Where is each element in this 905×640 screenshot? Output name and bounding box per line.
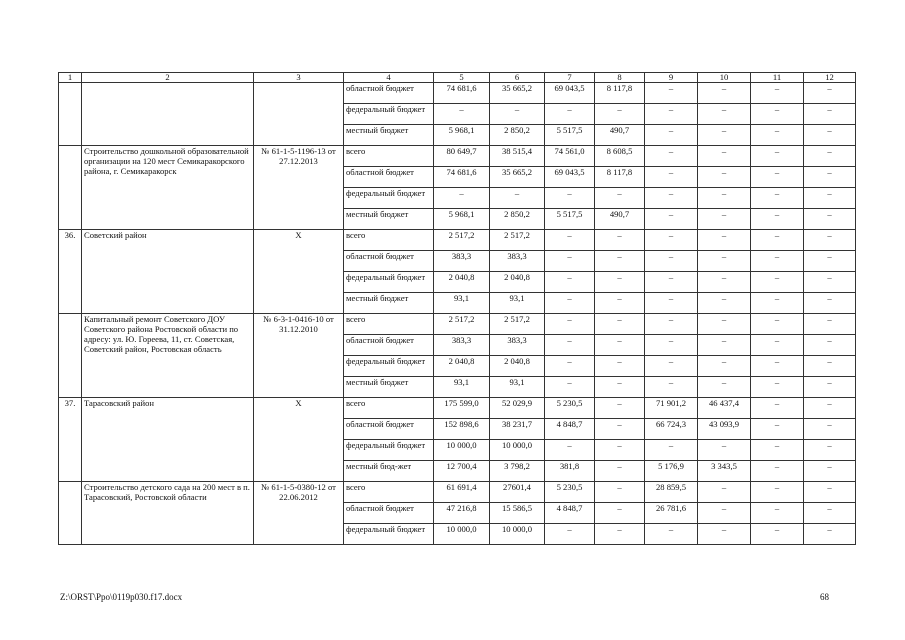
value-cell: 2 040,8	[434, 272, 490, 293]
value-cell: –	[698, 104, 751, 125]
document-ref	[254, 83, 344, 146]
value-cell: –	[595, 524, 645, 545]
value-cell: –	[698, 293, 751, 314]
value-cell: 52 029,9	[490, 398, 545, 419]
value-cell: –	[804, 356, 856, 377]
document-ref: № 61-1-5-1196-13 от 27.12.2013	[254, 146, 344, 230]
funding-source: местный бюджет	[344, 125, 434, 146]
value-cell: 35 665,2	[490, 83, 545, 104]
value-cell: –	[751, 503, 804, 524]
value-cell: 2 040,8	[490, 356, 545, 377]
value-cell: 383,3	[434, 251, 490, 272]
value-cell: –	[751, 461, 804, 482]
object-name: Строительство детского сада на 200 мест в п. Тарасовский, Ростовской области	[82, 482, 254, 545]
value-cell: –	[645, 188, 698, 209]
value-cell: –	[698, 503, 751, 524]
value-cell: 383,3	[490, 335, 545, 356]
value-cell: 5 968,1	[434, 125, 490, 146]
value-cell: 2 850,2	[490, 125, 545, 146]
funding-source: федеральный бюджет	[344, 104, 434, 125]
value-cell: 93,1	[434, 293, 490, 314]
value-cell: 61 691,4	[434, 482, 490, 503]
value-cell: –	[698, 377, 751, 398]
value-cell: 12 700,4	[434, 461, 490, 482]
value-cell: 4 848,7	[545, 503, 595, 524]
value-cell: –	[751, 83, 804, 104]
value-cell: –	[804, 398, 856, 419]
value-cell: –	[434, 188, 490, 209]
budget-table	[58, 72, 856, 545]
value-cell: 2 517,2	[490, 314, 545, 335]
value-cell: –	[595, 356, 645, 377]
value-cell: –	[645, 377, 698, 398]
funding-source: федеральный бюджет	[344, 272, 434, 293]
value-cell: –	[545, 440, 595, 461]
value-cell: 5 230,5	[545, 398, 595, 419]
value-cell: 10 000,0	[490, 440, 545, 461]
funding-source: всего	[344, 398, 434, 419]
value-cell: –	[595, 335, 645, 356]
funding-source: федеральный бюджет	[344, 440, 434, 461]
value-cell: –	[751, 125, 804, 146]
value-cell: 175 599,0	[434, 398, 490, 419]
value-cell: –	[545, 335, 595, 356]
value-cell: –	[545, 104, 595, 125]
value-cell: 10 000,0	[434, 440, 490, 461]
value-cell: –	[645, 209, 698, 230]
value-cell: –	[698, 209, 751, 230]
value-cell: –	[698, 356, 751, 377]
funding-source: местный бюджет	[344, 293, 434, 314]
table-row	[59, 146, 856, 167]
value-cell: –	[804, 188, 856, 209]
value-cell: 5 517,5	[545, 125, 595, 146]
row-number	[59, 314, 82, 398]
value-cell: 383,3	[434, 335, 490, 356]
value-cell: 74 561,0	[545, 146, 595, 167]
value-cell: 152 898,6	[434, 419, 490, 440]
column-number: 2	[82, 73, 254, 83]
column-number: 1	[59, 73, 82, 83]
value-cell: 28 859,5	[645, 482, 698, 503]
value-cell: 381,8	[545, 461, 595, 482]
value-cell: –	[545, 188, 595, 209]
object-name: Советский район	[82, 230, 254, 314]
value-cell: –	[595, 419, 645, 440]
value-cell: –	[645, 356, 698, 377]
value-cell: 2 517,2	[434, 230, 490, 251]
value-cell: 490,7	[595, 209, 645, 230]
value-cell: –	[595, 503, 645, 524]
value-cell: –	[804, 482, 856, 503]
value-cell: –	[545, 293, 595, 314]
value-cell: –	[645, 293, 698, 314]
value-cell: 5 176,9	[645, 461, 698, 482]
value-cell: –	[434, 104, 490, 125]
value-cell: –	[545, 524, 595, 545]
value-cell: –	[595, 272, 645, 293]
funding-source: областной бюджет	[344, 167, 434, 188]
row-number	[59, 83, 82, 146]
table-body	[59, 73, 856, 545]
column-number-row	[59, 73, 856, 83]
value-cell: –	[595, 251, 645, 272]
value-cell: –	[645, 251, 698, 272]
value-cell: 43 093,9	[698, 419, 751, 440]
value-cell: 74 681,6	[434, 83, 490, 104]
value-cell: –	[595, 188, 645, 209]
value-cell: 69 043,5	[545, 167, 595, 188]
value-cell: 8 117,8	[595, 167, 645, 188]
value-cell: –	[698, 230, 751, 251]
value-cell: –	[490, 188, 545, 209]
value-cell: –	[804, 104, 856, 125]
value-cell: –	[751, 335, 804, 356]
value-cell: –	[751, 482, 804, 503]
value-cell: –	[698, 125, 751, 146]
funding-source: областной бюджет	[344, 83, 434, 104]
table-row	[59, 314, 856, 335]
value-cell: 71 901,2	[645, 398, 698, 419]
value-cell: 10 000,0	[490, 524, 545, 545]
column-number: 11	[751, 73, 804, 83]
value-cell: –	[698, 440, 751, 461]
table-row	[59, 83, 856, 104]
value-cell: –	[645, 440, 698, 461]
value-cell: –	[595, 461, 645, 482]
value-cell: 383,3	[490, 251, 545, 272]
value-cell: 93,1	[434, 377, 490, 398]
value-cell: –	[751, 167, 804, 188]
funding-source: областной бюджет	[344, 419, 434, 440]
value-cell: –	[804, 293, 856, 314]
value-cell: –	[698, 272, 751, 293]
value-cell: –	[595, 314, 645, 335]
value-cell: –	[804, 167, 856, 188]
value-cell: 2 040,8	[490, 272, 545, 293]
value-cell: –	[595, 482, 645, 503]
row-number: 36.	[59, 230, 82, 314]
column-number: 6	[490, 73, 545, 83]
value-cell: –	[804, 503, 856, 524]
value-cell: –	[645, 335, 698, 356]
column-number: 9	[645, 73, 698, 83]
object-name: Строительство дошкольной образовательной организации на 120 мест Семикаракорского района, г. Семикаракорск	[82, 146, 254, 230]
value-cell: –	[804, 209, 856, 230]
column-number: 5	[434, 73, 490, 83]
value-cell: –	[751, 524, 804, 545]
value-cell: –	[698, 482, 751, 503]
value-cell: –	[804, 272, 856, 293]
value-cell: –	[595, 377, 645, 398]
value-cell: –	[645, 272, 698, 293]
value-cell: 38 231,7	[490, 419, 545, 440]
value-cell: –	[698, 146, 751, 167]
value-cell: 27601,4	[490, 482, 545, 503]
value-cell: 2 517,2	[434, 314, 490, 335]
value-cell: –	[595, 398, 645, 419]
document-ref: № 6-3-1-0416-10 от 31.12.2010	[254, 314, 344, 398]
value-cell: 26 781,6	[645, 503, 698, 524]
value-cell: –	[751, 209, 804, 230]
value-cell: –	[595, 230, 645, 251]
value-cell: 35 665,2	[490, 167, 545, 188]
value-cell: 3 343,5	[698, 461, 751, 482]
value-cell: 3 798,2	[490, 461, 545, 482]
value-cell: –	[645, 83, 698, 104]
funding-source: федеральный бюджет	[344, 524, 434, 545]
document-ref: Х	[254, 230, 344, 314]
value-cell: –	[804, 83, 856, 104]
value-cell: 80 649,7	[434, 146, 490, 167]
value-cell: 69 043,5	[545, 83, 595, 104]
value-cell: 8 117,8	[595, 83, 645, 104]
value-cell: 93,1	[490, 293, 545, 314]
value-cell: –	[751, 251, 804, 272]
value-cell: –	[698, 188, 751, 209]
value-cell: 15 586,5	[490, 503, 545, 524]
value-cell: –	[545, 314, 595, 335]
value-cell: 490,7	[595, 125, 645, 146]
value-cell: 47 216,8	[434, 503, 490, 524]
table-row	[59, 398, 856, 419]
value-cell: 2 850,2	[490, 209, 545, 230]
value-cell: –	[698, 524, 751, 545]
value-cell: –	[595, 440, 645, 461]
value-cell: –	[751, 314, 804, 335]
column-number: 3	[254, 73, 344, 83]
value-cell: 8 608,5	[595, 146, 645, 167]
value-cell: –	[804, 440, 856, 461]
value-cell: –	[698, 251, 751, 272]
value-cell: –	[751, 293, 804, 314]
value-cell: –	[751, 356, 804, 377]
value-cell: 46 437,4	[698, 398, 751, 419]
value-cell: –	[645, 314, 698, 335]
value-cell: –	[645, 167, 698, 188]
value-cell: –	[698, 167, 751, 188]
value-cell: –	[490, 104, 545, 125]
value-cell: –	[698, 314, 751, 335]
value-cell: –	[751, 419, 804, 440]
value-cell: –	[804, 251, 856, 272]
value-cell: 66 724,3	[645, 419, 698, 440]
value-cell: –	[751, 272, 804, 293]
value-cell: –	[751, 188, 804, 209]
value-cell: –	[698, 335, 751, 356]
column-number: 12	[804, 73, 856, 83]
value-cell: 2 517,2	[490, 230, 545, 251]
value-cell: 5 968,1	[434, 209, 490, 230]
value-cell: –	[804, 314, 856, 335]
funding-source: всего	[344, 482, 434, 503]
object-name: Капитальный ремонт Советского ДОУ Советского района Ростовской области по адресу: ул. Ю. Гореева, 11, ст. Советская, Советский район, Ростовская область	[82, 314, 254, 398]
funding-source: областной бюджет	[344, 251, 434, 272]
value-cell: –	[645, 146, 698, 167]
value-cell: –	[804, 146, 856, 167]
value-cell: 2 040,8	[434, 356, 490, 377]
value-cell: –	[595, 293, 645, 314]
funding-source: всего	[344, 146, 434, 167]
value-cell: –	[804, 419, 856, 440]
file-path: Z:\ORST\Ppo\0119p030.f17.docx	[60, 592, 183, 602]
column-number: 7	[545, 73, 595, 83]
row-number	[59, 146, 82, 230]
funding-source: федеральный бюджет	[344, 188, 434, 209]
page-number: 68	[820, 592, 829, 602]
funding-source: областной бюджет	[344, 503, 434, 524]
funding-source: всего	[344, 230, 434, 251]
object-name	[82, 83, 254, 146]
value-cell: –	[698, 83, 751, 104]
value-cell: –	[751, 398, 804, 419]
value-cell: 74 681,6	[434, 167, 490, 188]
value-cell: –	[751, 440, 804, 461]
value-cell: 5 230,5	[545, 482, 595, 503]
value-cell: –	[751, 146, 804, 167]
funding-source: всего	[344, 314, 434, 335]
value-cell: –	[545, 251, 595, 272]
value-cell: 10 000,0	[434, 524, 490, 545]
value-cell: 5 517,5	[545, 209, 595, 230]
document-ref: № 61-1-5-0380-12 от 22.06.2012	[254, 482, 344, 545]
column-number: 8	[595, 73, 645, 83]
row-number	[59, 482, 82, 545]
funding-source: областной бюджет	[344, 335, 434, 356]
value-cell: –	[804, 377, 856, 398]
table-row	[59, 230, 856, 251]
funding-source: местный бюджет	[344, 209, 434, 230]
value-cell: 93,1	[490, 377, 545, 398]
funding-source: местный бюджет	[344, 377, 434, 398]
table-row	[59, 482, 856, 503]
document-ref: Х	[254, 398, 344, 482]
value-cell: –	[804, 125, 856, 146]
value-cell: –	[804, 524, 856, 545]
value-cell: –	[545, 356, 595, 377]
value-cell: –	[545, 377, 595, 398]
value-cell: –	[751, 230, 804, 251]
value-cell: –	[545, 230, 595, 251]
value-cell: –	[545, 272, 595, 293]
value-cell: –	[804, 461, 856, 482]
value-cell: –	[645, 230, 698, 251]
value-cell: 4 848,7	[545, 419, 595, 440]
value-cell: –	[804, 335, 856, 356]
object-name: Тарасовский район	[82, 398, 254, 482]
row-number: 37.	[59, 398, 82, 482]
value-cell: –	[751, 104, 804, 125]
value-cell: –	[751, 377, 804, 398]
value-cell: –	[595, 104, 645, 125]
value-cell: –	[645, 524, 698, 545]
funding-source: местный бюд-жет	[344, 461, 434, 482]
value-cell: –	[645, 125, 698, 146]
value-cell: 38 515,4	[490, 146, 545, 167]
funding-source: федеральный бюджет	[344, 356, 434, 377]
column-number: 4	[344, 73, 434, 83]
value-cell: –	[804, 230, 856, 251]
value-cell: –	[645, 104, 698, 125]
column-number: 10	[698, 73, 751, 83]
